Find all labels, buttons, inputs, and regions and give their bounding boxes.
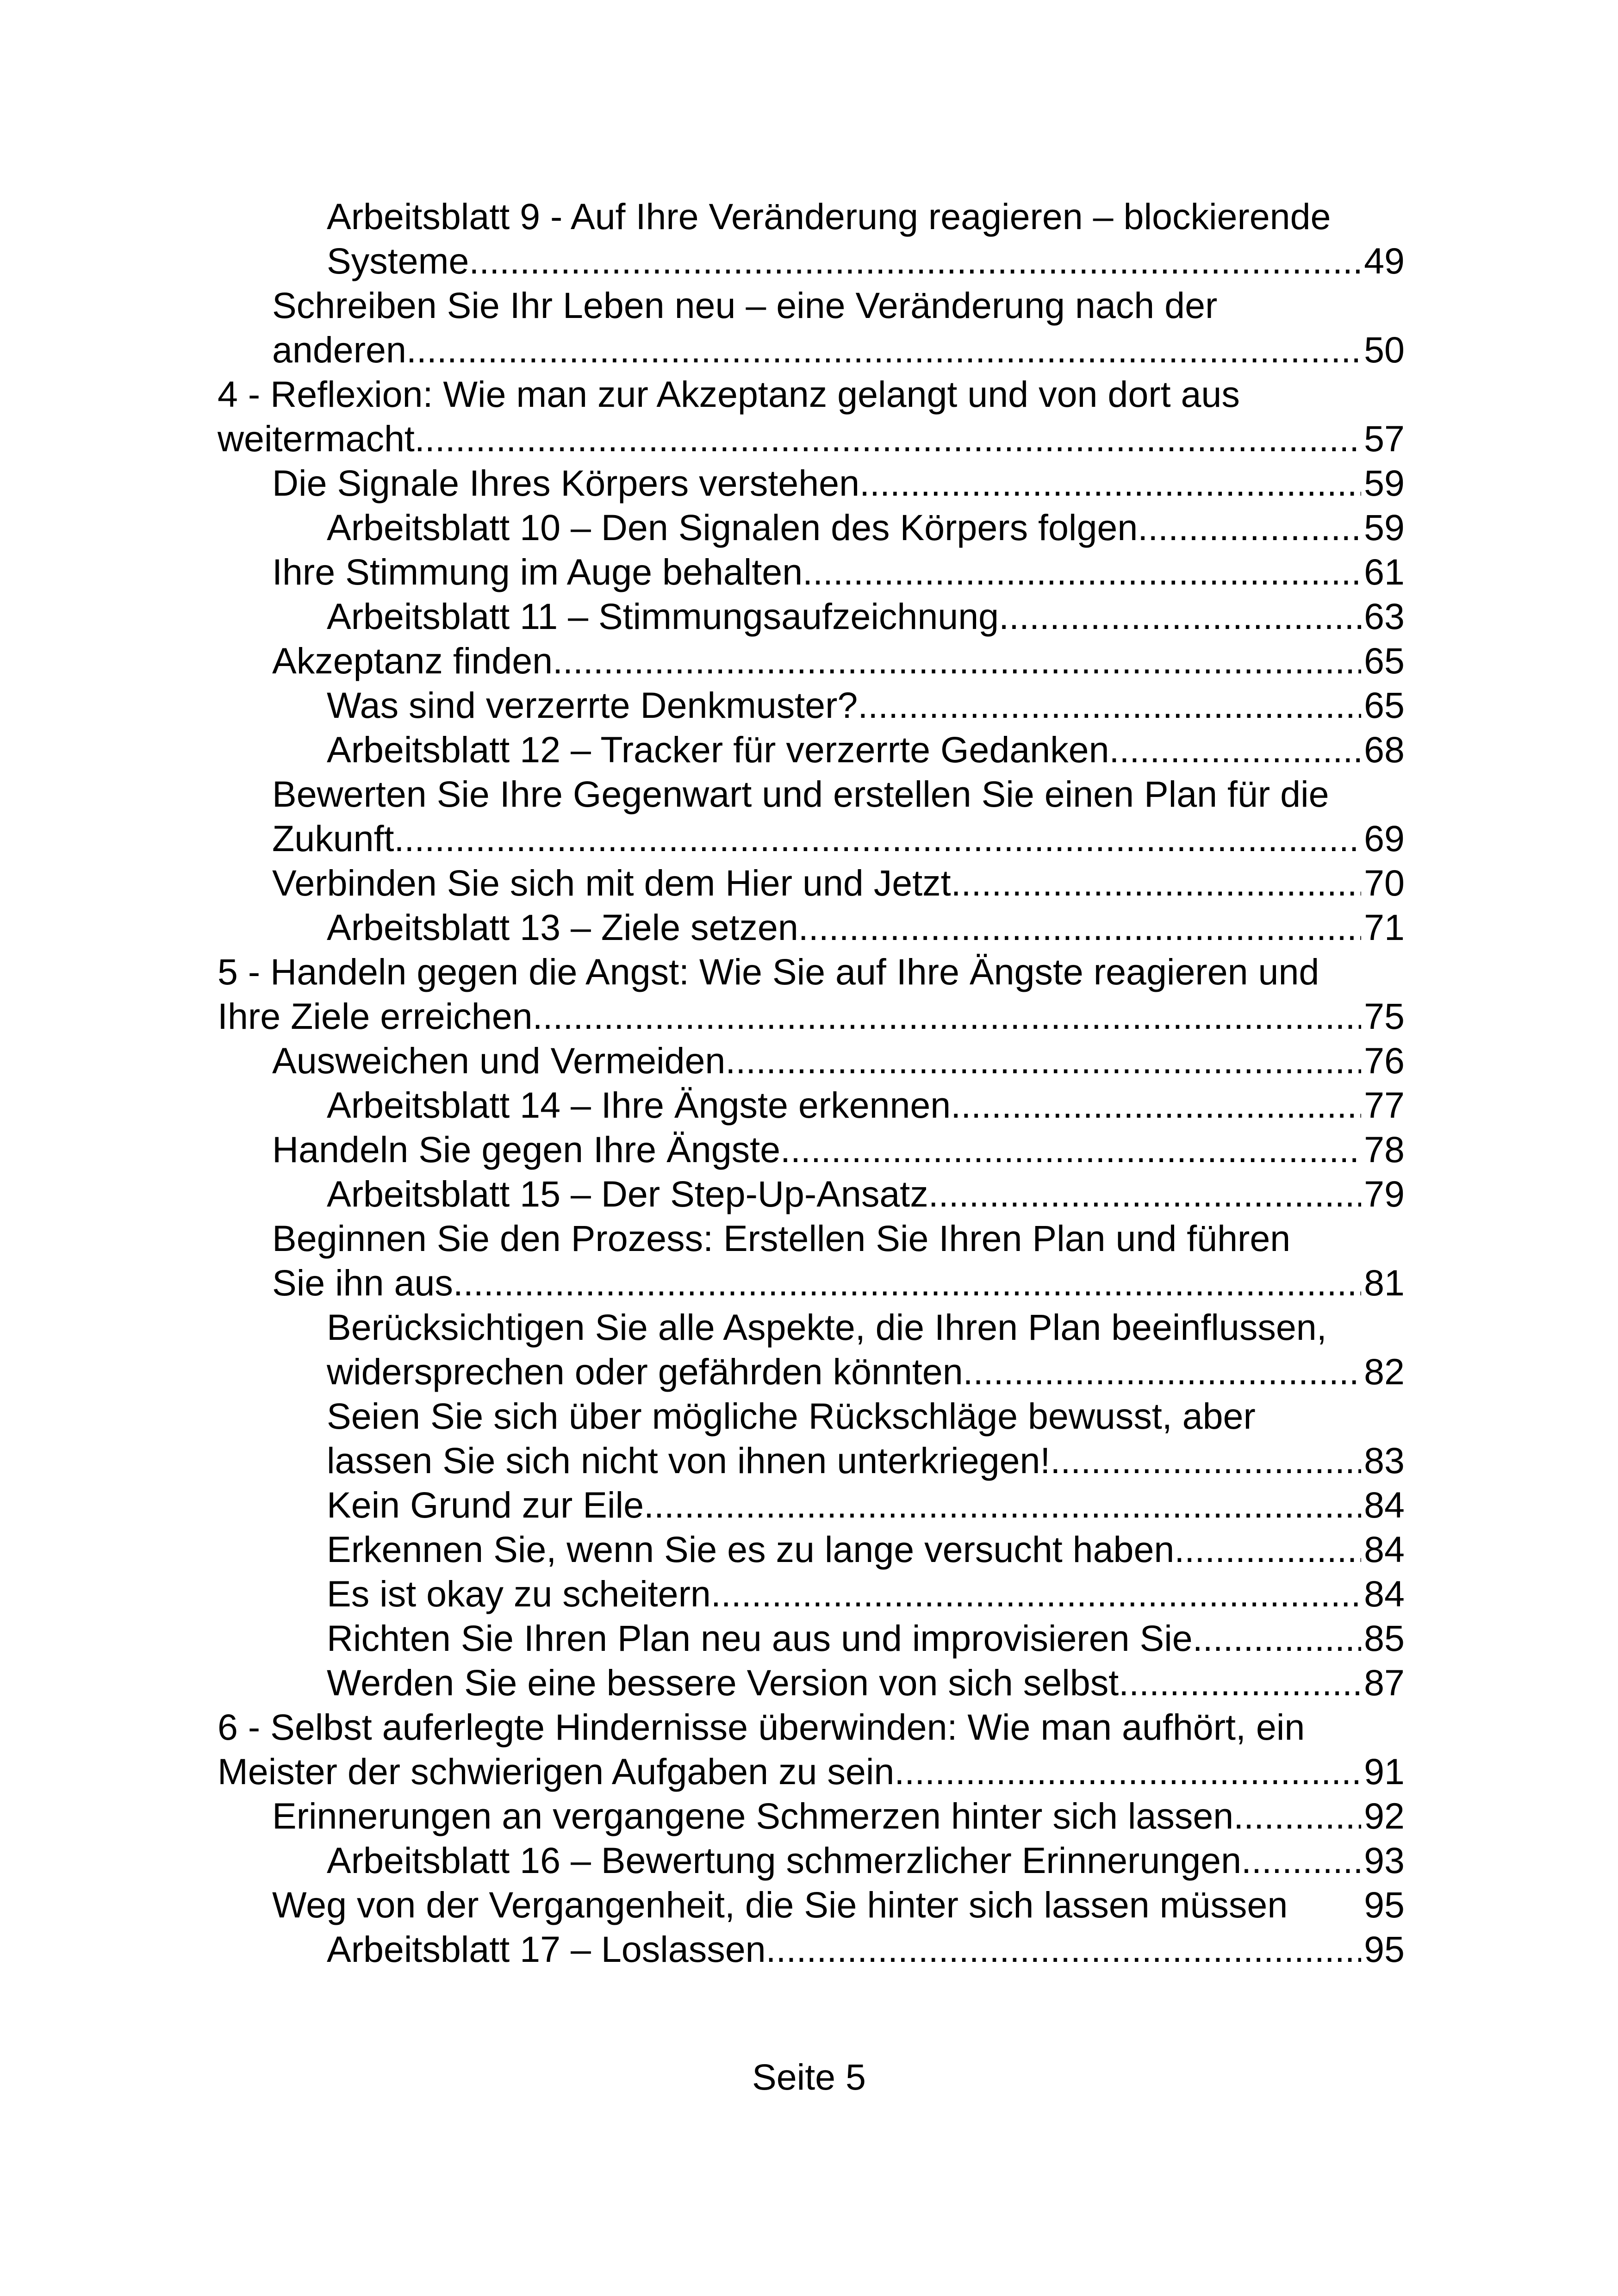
dot-leader: [894, 1749, 1361, 1794]
toc-entry-title: Arbeitsblatt 10 – Den Signalen des Körpers folgen: [327, 507, 1138, 548]
toc-page-number: 50: [1364, 329, 1405, 370]
dot-leader: [1233, 1794, 1361, 1838]
toc-entry-title: Erkennen Sie, wenn Sie es zu lange versucht haben: [327, 1529, 1175, 1570]
dot-leader: [951, 861, 1362, 905]
toc-entry-title: Erinnerungen an vergangene Schmerzen hinter sich lassen: [272, 1795, 1234, 1836]
toc-entry-title: Arbeitsblatt 14 – Ihre Ängste erkennen: [327, 1084, 951, 1126]
toc-page-number: 84: [1364, 1573, 1405, 1614]
toc-page-number: 78: [1364, 1129, 1405, 1170]
toc-entry[interactable]: [218, 772, 1405, 861]
toc-page-number: 68: [1364, 729, 1405, 770]
toc-entry[interactable]: [218, 461, 1405, 505]
toc-page-number: 84: [1364, 1529, 1405, 1570]
dot-leader: [766, 1927, 1362, 1972]
dot-leader: [415, 417, 1361, 461]
toc-entry[interactable]: [218, 1394, 1405, 1483]
toc-entry-title-line: Seien Sie sich über mögliche Rückschläge bewusst, aber: [327, 1395, 1256, 1437]
dot-leader: [453, 1261, 1361, 1305]
toc-entry[interactable]: [218, 1127, 1405, 1172]
toc-entry-line: [272, 1127, 1405, 1172]
toc-entry-title: Es ist okay zu scheitern: [327, 1573, 711, 1614]
toc-entry[interactable]: [218, 1083, 1405, 1127]
dot-leader: [1109, 728, 1362, 772]
toc-entry-title: Akzeptanz finden: [272, 640, 553, 681]
toc-entry-title: Arbeitsblatt 16 – Bewertung schmerzlicher Erinnerungen: [327, 1840, 1242, 1881]
dot-leader: [1050, 1438, 1361, 1483]
dot-leader: [469, 239, 1361, 283]
toc-page-number: 79: [1364, 1173, 1405, 1214]
dot-leader: [928, 1172, 1361, 1216]
toc-entry-title-line: 6 - Selbst auferlegte Hindernisse überwinden: Wie man aufhört, ein: [218, 1706, 1305, 1748]
toc-entry[interactable]: [218, 950, 1405, 1039]
toc-entry-title: widersprechen oder gefährden könnten: [327, 1351, 963, 1392]
toc-entry[interactable]: [218, 372, 1405, 461]
toc-entry-line: [327, 239, 1405, 283]
toc-entry-line: [327, 1572, 1405, 1616]
dot-leader: [963, 1350, 1361, 1394]
toc-page-number: 84: [1364, 1484, 1405, 1525]
dot-leader: [803, 550, 1361, 594]
toc-entry-line: [327, 1616, 1405, 1661]
toc-page-number: 75: [1364, 996, 1405, 1037]
toc-entry-title: Arbeitsblatt 12 – Tracker für verzerrte Gedanken: [327, 729, 1109, 770]
toc-page-number: 70: [1364, 862, 1405, 903]
toc-entry[interactable]: [218, 550, 1405, 594]
toc-page-number: 49: [1364, 240, 1405, 281]
toc-entry-line: [272, 1039, 1405, 1083]
toc-entry-line: [272, 1883, 1405, 1927]
toc-entry-line: [327, 1838, 1405, 1883]
toc-page-number: 81: [1364, 1262, 1405, 1303]
toc-entry[interactable]: [218, 905, 1405, 950]
toc-entry-line: [218, 417, 1405, 461]
toc-entry-line: [218, 994, 1405, 1039]
table-of-contents: [218, 194, 1405, 1972]
toc-page-number: 82: [1364, 1351, 1405, 1392]
dot-leader: [1138, 505, 1361, 550]
toc-entry-title: Arbeitsblatt 15 – Der Step-Up-Ansatz: [327, 1173, 928, 1214]
toc-page-number: 92: [1364, 1795, 1405, 1836]
toc-entry-line: [327, 1172, 1405, 1216]
dot-leader: [644, 1483, 1361, 1527]
toc-page-number: 76: [1364, 1040, 1405, 1081]
toc-page-number: 63: [1364, 596, 1405, 637]
toc-entry-line: [272, 550, 1405, 594]
toc-page-number: 85: [1364, 1618, 1405, 1659]
toc-entry-title: Systeme: [327, 240, 469, 281]
toc-entry-title: lassen Sie sich nicht von ihnen unterkriegen!: [327, 1440, 1051, 1481]
toc-entry-line: [272, 816, 1405, 861]
toc-entry-title: Ausweichen und Vermeiden: [272, 1040, 726, 1081]
dot-leader: [553, 639, 1361, 683]
toc-page-number: 77: [1364, 1084, 1405, 1126]
page-number-label: Seite 5: [752, 2056, 866, 2097]
toc-entry-line: [327, 1527, 1405, 1572]
toc-entry-title: anderen: [272, 329, 406, 370]
toc-entry-line: [218, 1749, 1405, 1794]
toc-entry[interactable]: [218, 1483, 1405, 1527]
toc-entry[interactable]: [218, 861, 1405, 905]
toc-page-number: 59: [1364, 462, 1405, 504]
toc-entry[interactable]: [218, 1527, 1405, 1572]
toc-entry-line: [327, 1927, 1405, 1972]
toc-page-number: 71: [1364, 907, 1405, 948]
toc-page-number: 95: [1364, 1929, 1405, 1970]
toc-entry-title: Kein Grund zur Eile: [327, 1484, 644, 1525]
toc-entry-title: Werden Sie eine bessere Version von sich selbst: [327, 1662, 1119, 1703]
dot-leader: [1241, 1838, 1361, 1883]
toc-entry-title-line: Arbeitsblatt 9 - Auf Ihre Veränderung reagieren – blockierende: [327, 196, 1331, 237]
dot-leader: [858, 683, 1361, 728]
toc-entry-title: Meister der schwierigen Aufgaben zu sein: [218, 1751, 895, 1792]
toc-entry-line: [327, 505, 1405, 550]
toc-entry-line: [272, 328, 1405, 372]
dot-leader: [951, 1083, 1361, 1127]
toc-entry-line: [327, 1661, 1405, 1705]
toc-page-number: 95: [1364, 1884, 1405, 1925]
toc-entry[interactable]: [218, 683, 1405, 728]
toc-entry-line: [327, 1350, 1405, 1394]
toc-page-number: 65: [1364, 684, 1405, 726]
toc-entry[interactable]: [218, 594, 1405, 639]
toc-entry[interactable]: [218, 639, 1405, 683]
toc-entry-title-line: Bewerten Sie Ihre Gegenwart und erstellen Sie einen Plan für die: [272, 773, 1329, 815]
toc-entry-title: Arbeitsblatt 13 – Ziele setzen: [327, 907, 798, 948]
toc-entry-title: Ihre Ziele erreichen: [218, 996, 533, 1037]
toc-entry-line: [272, 639, 1405, 683]
dot-leader: [711, 1572, 1361, 1616]
toc-entry[interactable]: [218, 1616, 1405, 1661]
dot-leader: [1193, 1616, 1361, 1661]
dot-leader: [859, 461, 1361, 505]
dot-leader: [725, 1039, 1361, 1083]
toc-entry-title-line: 5 - Handeln gegen die Angst: Wie Sie auf Ihre Ängste reagieren und: [218, 951, 1319, 992]
toc-entry[interactable]: [218, 1305, 1405, 1394]
toc-entry-title-line: 4 - Reflexion: Wie man zur Akzeptanz gelangt und von dort aus: [218, 373, 1240, 415]
toc-entry-line: [272, 861, 1405, 905]
toc-entry-title: Richten Sie Ihren Plan neu aus und improvisieren Sie: [327, 1618, 1193, 1659]
toc-entry-line: [272, 1794, 1405, 1838]
dot-leader: [394, 816, 1361, 861]
toc-entry[interactable]: [218, 1216, 1405, 1305]
toc-entry[interactable]: [218, 1172, 1405, 1216]
toc-entry-line: [327, 728, 1405, 772]
toc-page-number: 65: [1364, 640, 1405, 681]
toc-page-number: 93: [1364, 1840, 1405, 1881]
toc-entry-title: Verbinden Sie sich mit dem Hier und Jetzt: [272, 862, 951, 903]
toc-entry[interactable]: [218, 1705, 1405, 1794]
toc-entry-title: Die Signale Ihres Körpers verstehen: [272, 462, 860, 504]
toc-entry[interactable]: [218, 1572, 1405, 1616]
toc-entry-line: [327, 594, 1405, 639]
toc-page-number: 69: [1364, 818, 1405, 859]
toc-entry[interactable]: [218, 194, 1405, 283]
toc-entry[interactable]: [218, 1927, 1405, 1972]
toc-entry-title: Was sind verzerrte Denkmuster?: [327, 684, 858, 726]
toc-entry[interactable]: [218, 1883, 1405, 1927]
toc-entry-line: [327, 1483, 1405, 1527]
toc-entry-title: Ihre Stimmung im Auge behalten: [272, 551, 803, 592]
toc-entry-title: Sie ihn aus: [272, 1262, 453, 1303]
dot-leader: [406, 328, 1361, 372]
toc-entry[interactable]: [218, 505, 1405, 550]
toc-entry-title: Weg von der Vergangenheit, die Sie hinter sich lassen müssen: [272, 1884, 1288, 1925]
dot-leader: [999, 594, 1361, 639]
toc-page-number: 57: [1364, 418, 1405, 459]
toc-entry[interactable]: [218, 728, 1405, 772]
dot-leader: [1174, 1527, 1361, 1572]
toc-page-number: 87: [1364, 1662, 1405, 1703]
toc-entry-line: [272, 1261, 1405, 1305]
toc-entry-title-line: Beginnen Sie den Prozess: Erstellen Sie Ihren Plan und führen: [272, 1218, 1291, 1259]
toc-page-number: 83: [1364, 1440, 1405, 1481]
toc-entry[interactable]: [218, 283, 1405, 372]
toc-entry-title: Handeln Sie gegen Ihre Ängste: [272, 1129, 781, 1170]
toc-entry-title-line: Berücksichtigen Sie alle Aspekte, die Ihren Plan beeinflussen,: [327, 1307, 1327, 1348]
toc-entry-line: [327, 905, 1405, 950]
toc-entry-line: [272, 461, 1405, 505]
toc-entry-title: Zukunft: [272, 818, 394, 859]
toc-entry[interactable]: [218, 1794, 1405, 1838]
toc-entry-title: Arbeitsblatt 17 – Loslassen: [327, 1929, 766, 1970]
toc-entry-title-line: Schreiben Sie Ihr Leben neu – eine Veränderung nach der: [272, 285, 1218, 326]
toc-entry-title: weitermacht: [218, 418, 415, 459]
toc-entry[interactable]: [218, 1838, 1405, 1883]
dot-leader: [533, 994, 1362, 1039]
page-footer: [0, 2055, 1618, 2099]
dot-leader: [798, 905, 1361, 950]
toc-entry-title: Arbeitsblatt 11 – Stimmungsaufzeichnung: [327, 596, 999, 637]
toc-page-number: 61: [1364, 551, 1405, 592]
toc-entry-line: [327, 1438, 1405, 1483]
toc-page-number: 91: [1364, 1751, 1405, 1792]
toc-entry[interactable]: [218, 1661, 1405, 1705]
toc-entry-line: [327, 683, 1405, 728]
toc-entry[interactable]: [218, 1039, 1405, 1083]
dot-leader: [1119, 1661, 1361, 1705]
toc-page-number: 59: [1364, 507, 1405, 548]
toc-entry-line: [327, 1083, 1405, 1127]
dot-leader: [780, 1127, 1361, 1172]
